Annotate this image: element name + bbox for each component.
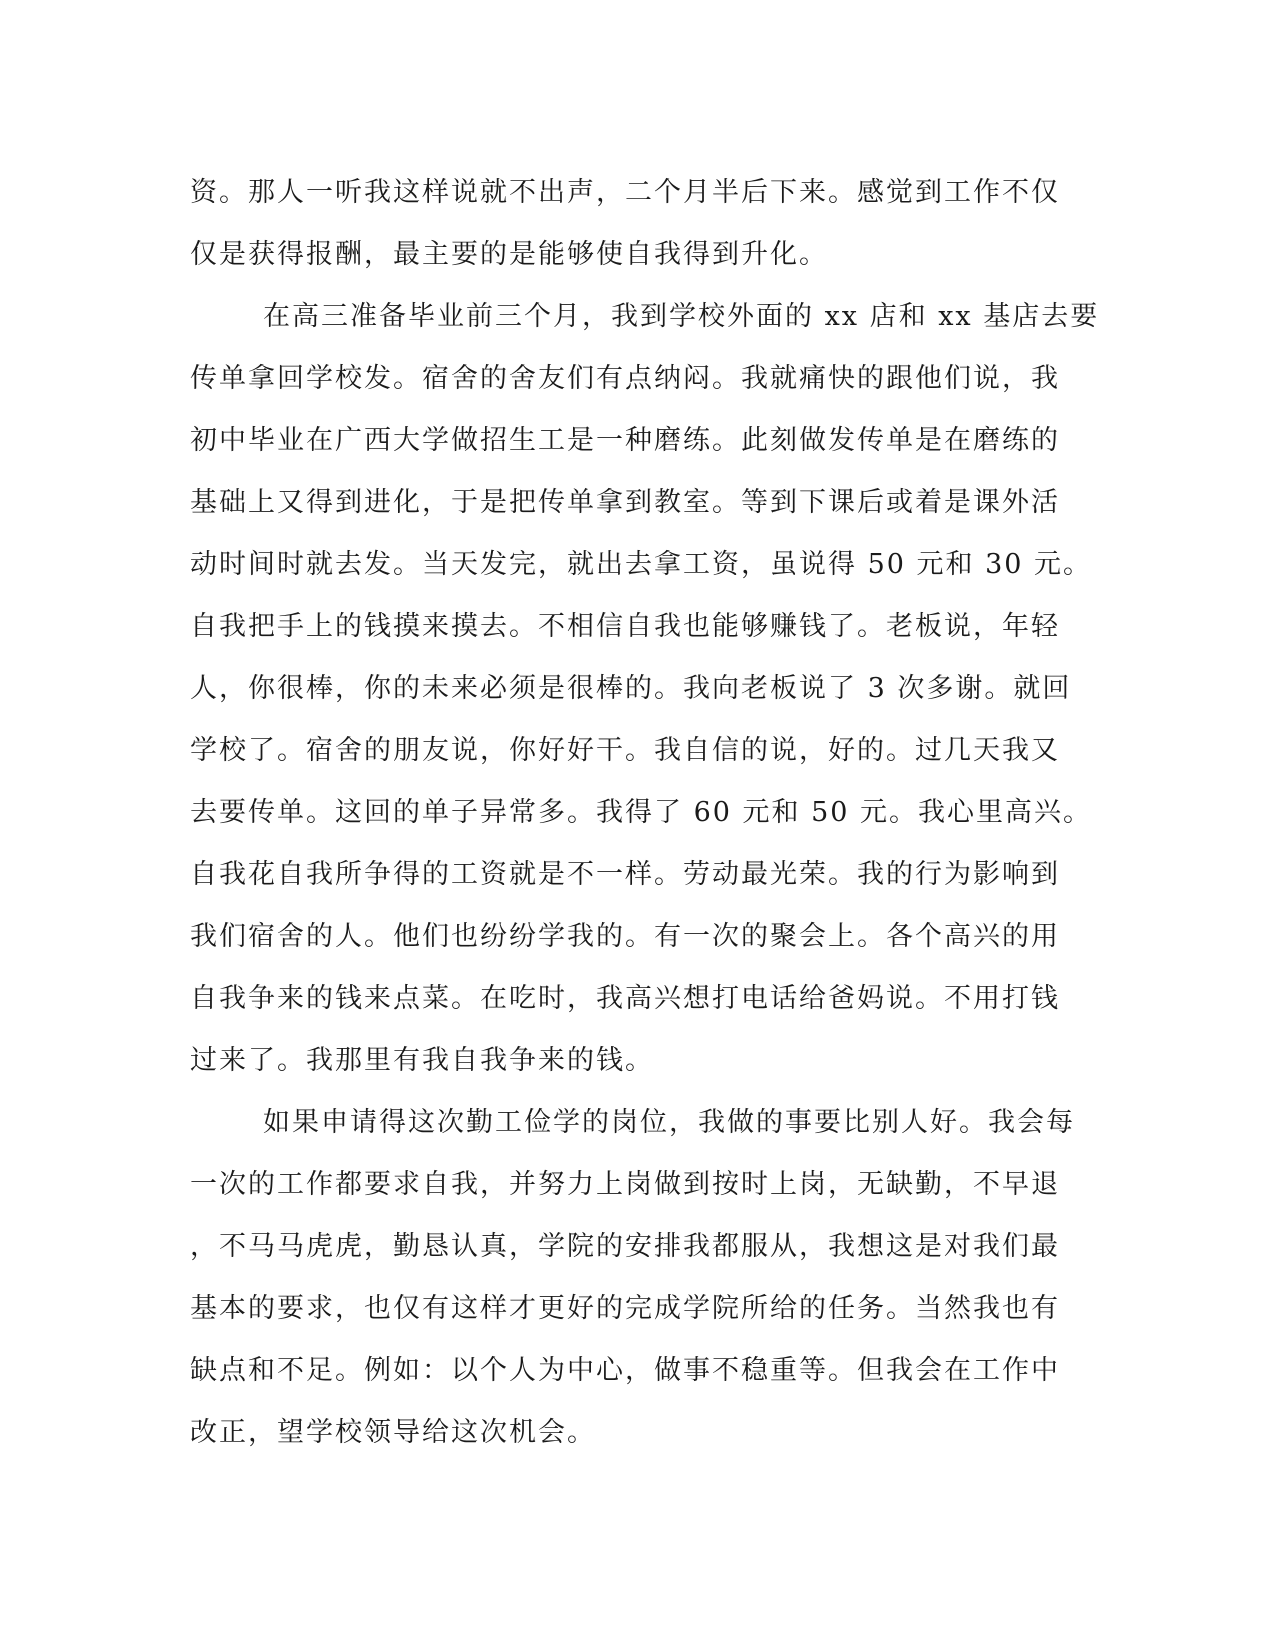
text-line: 缺点和不足。例如：以个人为中心，做事不稳重等。但我会在工作中: [190, 1355, 1060, 1386]
text-line: 改正，望学校领导给这次机会。: [190, 1417, 596, 1448]
body-text: [190, 162, 1100, 1464]
text-line: 自我争来的钱来点菜。在吃时，我高兴想打电话给爸妈说。不用打钱: [190, 983, 1060, 1014]
text-line: 仅是获得报酬，最主要的是能够使自我得到升化。: [190, 239, 828, 270]
text-line: 我们宿舍的人。他们也纷纷学我的。有一次的聚会上。各个高兴的用: [190, 921, 1060, 952]
text-line: 基础上又得到进化，于是把传单拿到教室。等到下课后或着是课外活: [190, 487, 1060, 518]
text-line: 在高三准备毕业前三个月，我到学校外面的 xx 店和 xx 基店去要: [263, 301, 1100, 332]
text-line: 自我把手上的钱摸来摸去。不相信自我也能够赚钱了。老板说，年轻: [190, 611, 1060, 642]
text-line: 基本的要求，也仅有这样才更好的完成学院所给的任务。当然我也有: [190, 1293, 1060, 1324]
text-line: 去要传单。这回的单子异常多。我得了 60 元和 50 元。我心里高兴。: [190, 797, 1093, 828]
text-line: 资。那人一听我这样说就不出声，二个月半后下来。感觉到工作不仅: [190, 177, 1060, 208]
text-line: 过来了。我那里有我自我争来的钱。: [190, 1045, 654, 1076]
paragraph: [190, 162, 1080, 286]
text-line: 如果申请得这次勤工俭学的岗位，我做的事要比别人好。我会每: [263, 1107, 1075, 1138]
text-line: 自我花自我所争得的工资就是不一样。劳动最光荣。我的行为影响到: [190, 859, 1060, 890]
text-line: 一次的工作都要求自我，并努力上岗做到按时上岗，无缺勤，不早退: [190, 1169, 1060, 1200]
text-line: 传单拿回学校发。宿舍的舍友们有点纳闷。我就痛快的跟他们说，我: [190, 363, 1060, 394]
text-line: 初中毕业在广西大学做招生工是一种磨练。此刻做发传单是在磨练的: [190, 425, 1060, 456]
text-line: ，不马马虎虎，勤恳认真，学院的安排我都服从，我想这是对我们最: [190, 1231, 1060, 1262]
text-line: 人，你很棒，你的未来必须是很棒的。我向老板说了 3 次多谢。就回: [190, 673, 1072, 704]
text-line: 学校了。宿舍的朋友说，你好好干。我自信的说，好的。过几天我又: [190, 735, 1060, 766]
paragraph: [190, 1092, 1080, 1464]
text-line: 动时间时就去发。当天发完，就出去拿工资，虽说得 50 元和 30 元。: [190, 549, 1093, 580]
paragraph: [190, 286, 1100, 1092]
